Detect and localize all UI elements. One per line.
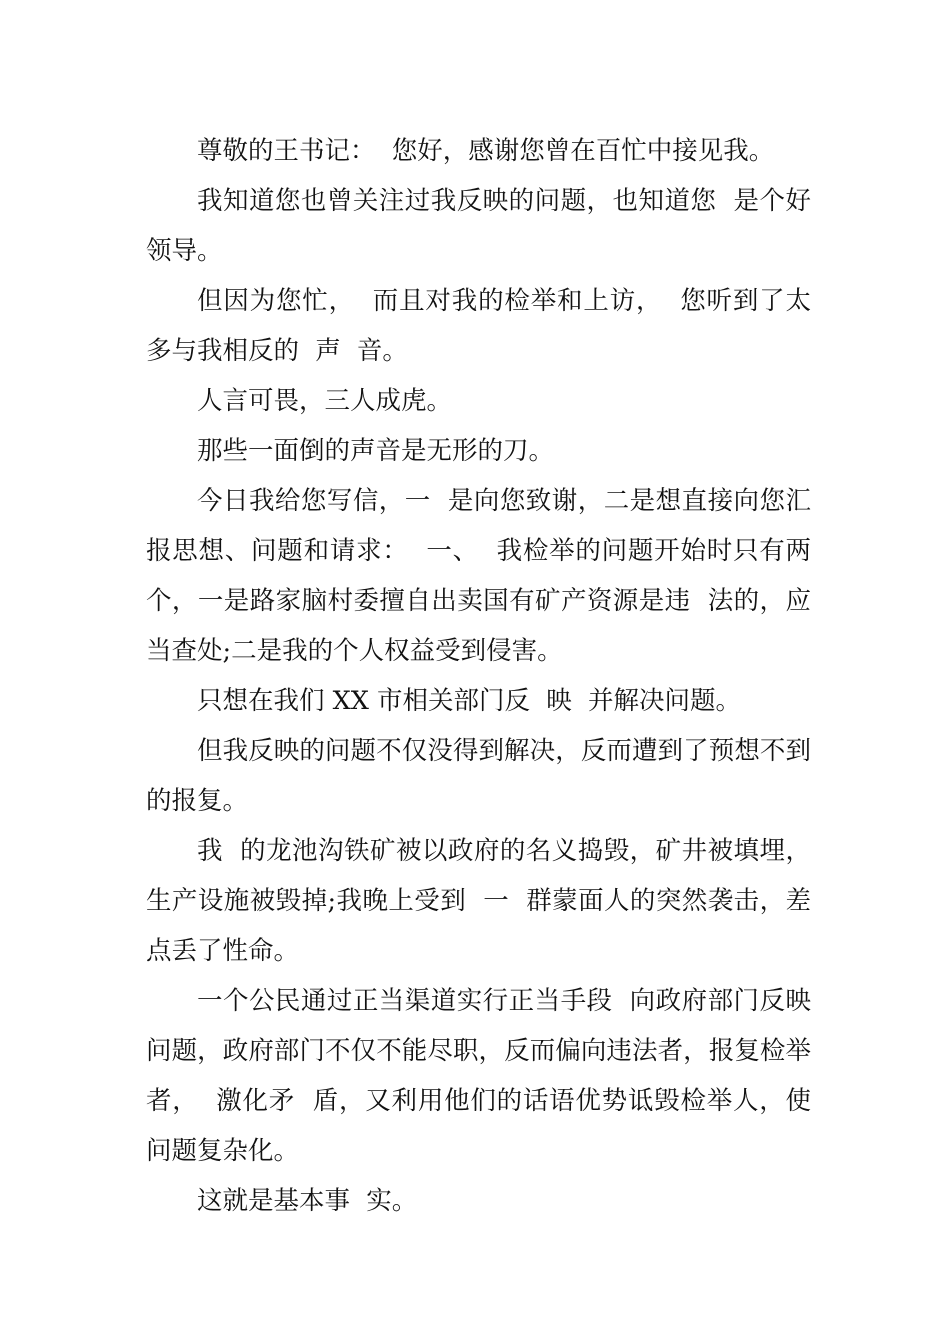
paragraph-10: 一个公民通过正当渠道实行正当手段 向政府部门反映问题，政府部门不仅不能尽职，反而偏向违法者，报复检举者， 激化矛 盾，又利用他们的话语优势诋毁检举人，使问题复杂化。 bbox=[146, 986, 811, 1166]
paragraph-5: 那些一面倒的声音是无形的刀。 bbox=[197, 436, 555, 466]
paragraph-1: 尊敬的王书记： 您好，感谢您曾在百忙中接见我。 bbox=[197, 136, 775, 166]
paragraph-4: 人言可畏，三人成虎。 bbox=[197, 386, 453, 416]
paragraph-6: 今日我给您写信，一 是向您致谢，二是想直接向您汇报思想、问题和请求： 一、 我检举的问题开始时只有两个，一是路家脑村委擅自出卖国有矿产资源是违 法的，应当查处;二是我的个人权益受到侵害。 bbox=[146, 486, 811, 666]
paragraph-9: 我 的龙池沟铁矿被以政府的名义捣毁，矿井被填埋，生产设施被毁掉;我晚上受到 一 群蒙面人的突然袭击，差点丢了性命。 bbox=[146, 836, 811, 966]
paragraph-3: 但因为您忙， 而且对我的检举和上访， 您听到了太多与我相反的 声 音。 bbox=[146, 286, 811, 366]
paragraph-7: 只想在我们 XX 市相关部门反 映 并解决问题。 bbox=[197, 686, 741, 716]
paragraph-11: 这就是基本事 实。 bbox=[197, 1186, 418, 1216]
paragraph-8: 但我反映的问题不仅没得到解决，反而遭到了预想不到的报复。 bbox=[146, 736, 811, 816]
paragraph-2: 我知道您也曾关注过我反映的问题，也知道您 是个好领导。 bbox=[146, 186, 811, 266]
letter-body bbox=[146, 126, 811, 1226]
